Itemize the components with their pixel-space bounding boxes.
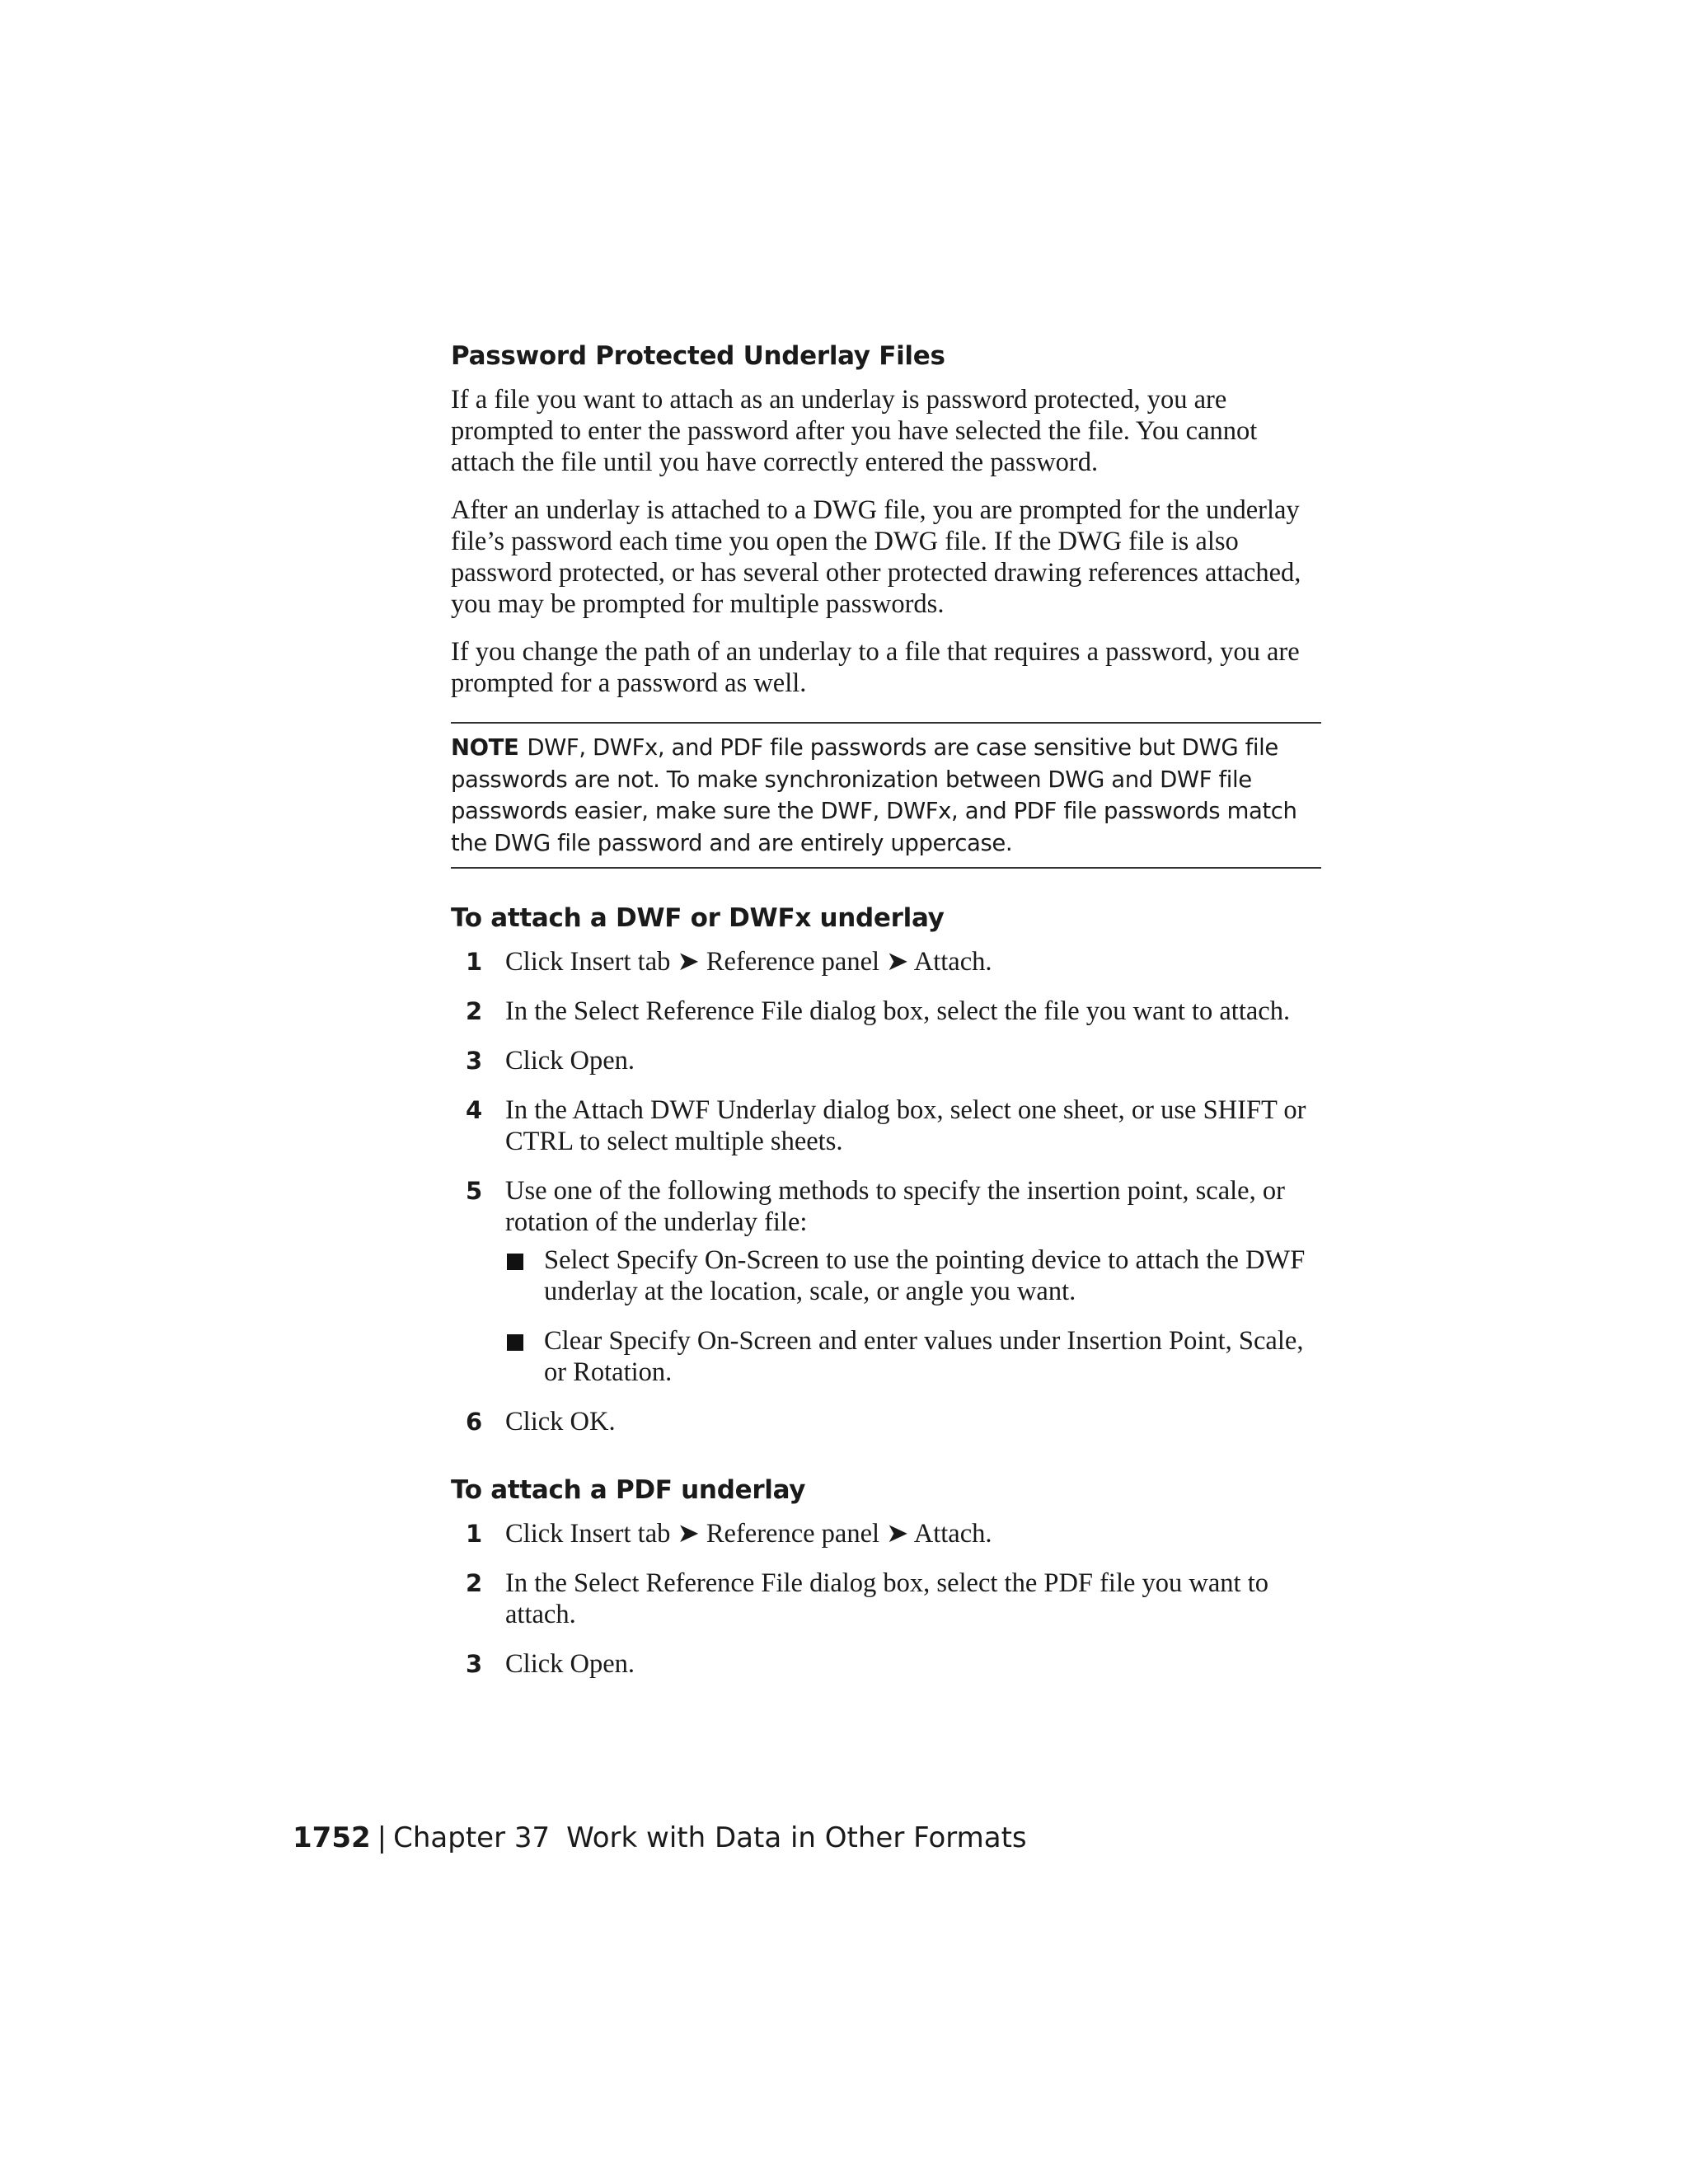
step-item: [451, 1045, 1321, 1076]
sub-item: [505, 1244, 1321, 1307]
note-text: DWF, DWFx, and PDF file passwords are case sensitive but DWG file passwords are not. To make synchronization between DWG and DWF file passwords easier, make sure the DWF, DWFx, and PDF file passwords match the DWG file password and are entirely uppercase.: [451, 734, 1297, 856]
chapter-label: Chapter 37: [393, 1821, 551, 1854]
step-number: 2: [466, 997, 483, 1025]
section-heading-password: Password Protected Underlay Files: [451, 341, 945, 371]
step-text: In the Select Reference File dialog box, select the file you want to attach.: [505, 996, 1291, 1026]
paragraph: If a file you want to attach as an underlay is password protected, you are prompted to enter the password after you have selected the file. You cannot attach the file until you have correctly entered the password.: [451, 385, 1258, 477]
step-list-dwf: [451, 946, 1321, 1437]
note-label: NOTE: [451, 734, 519, 761]
step-number: 3: [466, 1650, 483, 1678]
step-text: Use one of the following methods to specify the insertion point, scale, or rotation of the underlay file:: [505, 1176, 1285, 1237]
step-text: In the Select Reference File dialog box, select the PDF file you want to attach.: [505, 1568, 1268, 1629]
chapter-title: Work with Data in Other Formats: [566, 1821, 1027, 1854]
step-text: Click Open.: [505, 1649, 635, 1679]
step-list-pdf: [451, 1518, 1321, 1680]
step-number: 5: [466, 1177, 483, 1205]
note-box: [451, 722, 1321, 869]
sub-item-text: Clear Specify On-Screen and enter values under Insertion Point, Scale, or Rotation.: [544, 1326, 1304, 1387]
square-bullet-icon: [507, 1334, 523, 1351]
step-text: Click Insert tab ➤ Reference panel ➤ Attach.: [505, 1519, 992, 1549]
page-content: [451, 340, 1321, 1698]
sub-item: [505, 1325, 1321, 1388]
footer-separator: |: [377, 1821, 387, 1854]
step-item: [451, 1648, 1321, 1680]
procedure-heading-pdf: To attach a PDF underlay: [451, 1475, 806, 1505]
step-text: Click OK.: [505, 1407, 616, 1436]
step-item: [451, 1094, 1321, 1157]
step-item: [451, 1406, 1321, 1437]
page-number: 1752: [293, 1821, 371, 1854]
step-item: [451, 946, 1321, 977]
step-item: [451, 996, 1321, 1027]
step-number: 6: [466, 1408, 483, 1436]
page-footer: [293, 1820, 1027, 1856]
paragraph: If you change the path of an underlay to a file that requires a password, you are prompted for a password as well.: [451, 637, 1300, 698]
step-item: [451, 1175, 1321, 1388]
square-bullet-icon: [507, 1254, 523, 1270]
step-number: 4: [466, 1096, 483, 1124]
step-number: 3: [466, 1047, 483, 1075]
step-number: 1: [466, 1520, 483, 1548]
step-item: [451, 1518, 1321, 1549]
step-item: [451, 1568, 1321, 1630]
paragraph: After an underlay is attached to a DWG file, you are prompted for the underlay file’s password each time you open the DWG file. If the DWG file is also password protected, or has several other protected drawing references attached, you may be prompted for multiple passwords.: [451, 495, 1301, 619]
step-text: Click Open.: [505, 1046, 635, 1076]
sub-item-text: Select Specify On-Screen to use the pointing device to attach the DWF underlay at the location, scale, or angle you want.: [544, 1245, 1306, 1306]
procedure-heading-dwf: To attach a DWF or DWFx underlay: [451, 903, 945, 933]
step-text: Click Insert tab ➤ Reference panel ➤ Attach.: [505, 947, 992, 977]
step-number: 1: [466, 948, 483, 976]
sub-list: [505, 1244, 1321, 1388]
step-text: In the Attach DWF Underlay dialog box, select one sheet, or use SHIFT or CTRL to select multiple sheets.: [505, 1095, 1306, 1156]
step-number: 2: [466, 1569, 483, 1597]
